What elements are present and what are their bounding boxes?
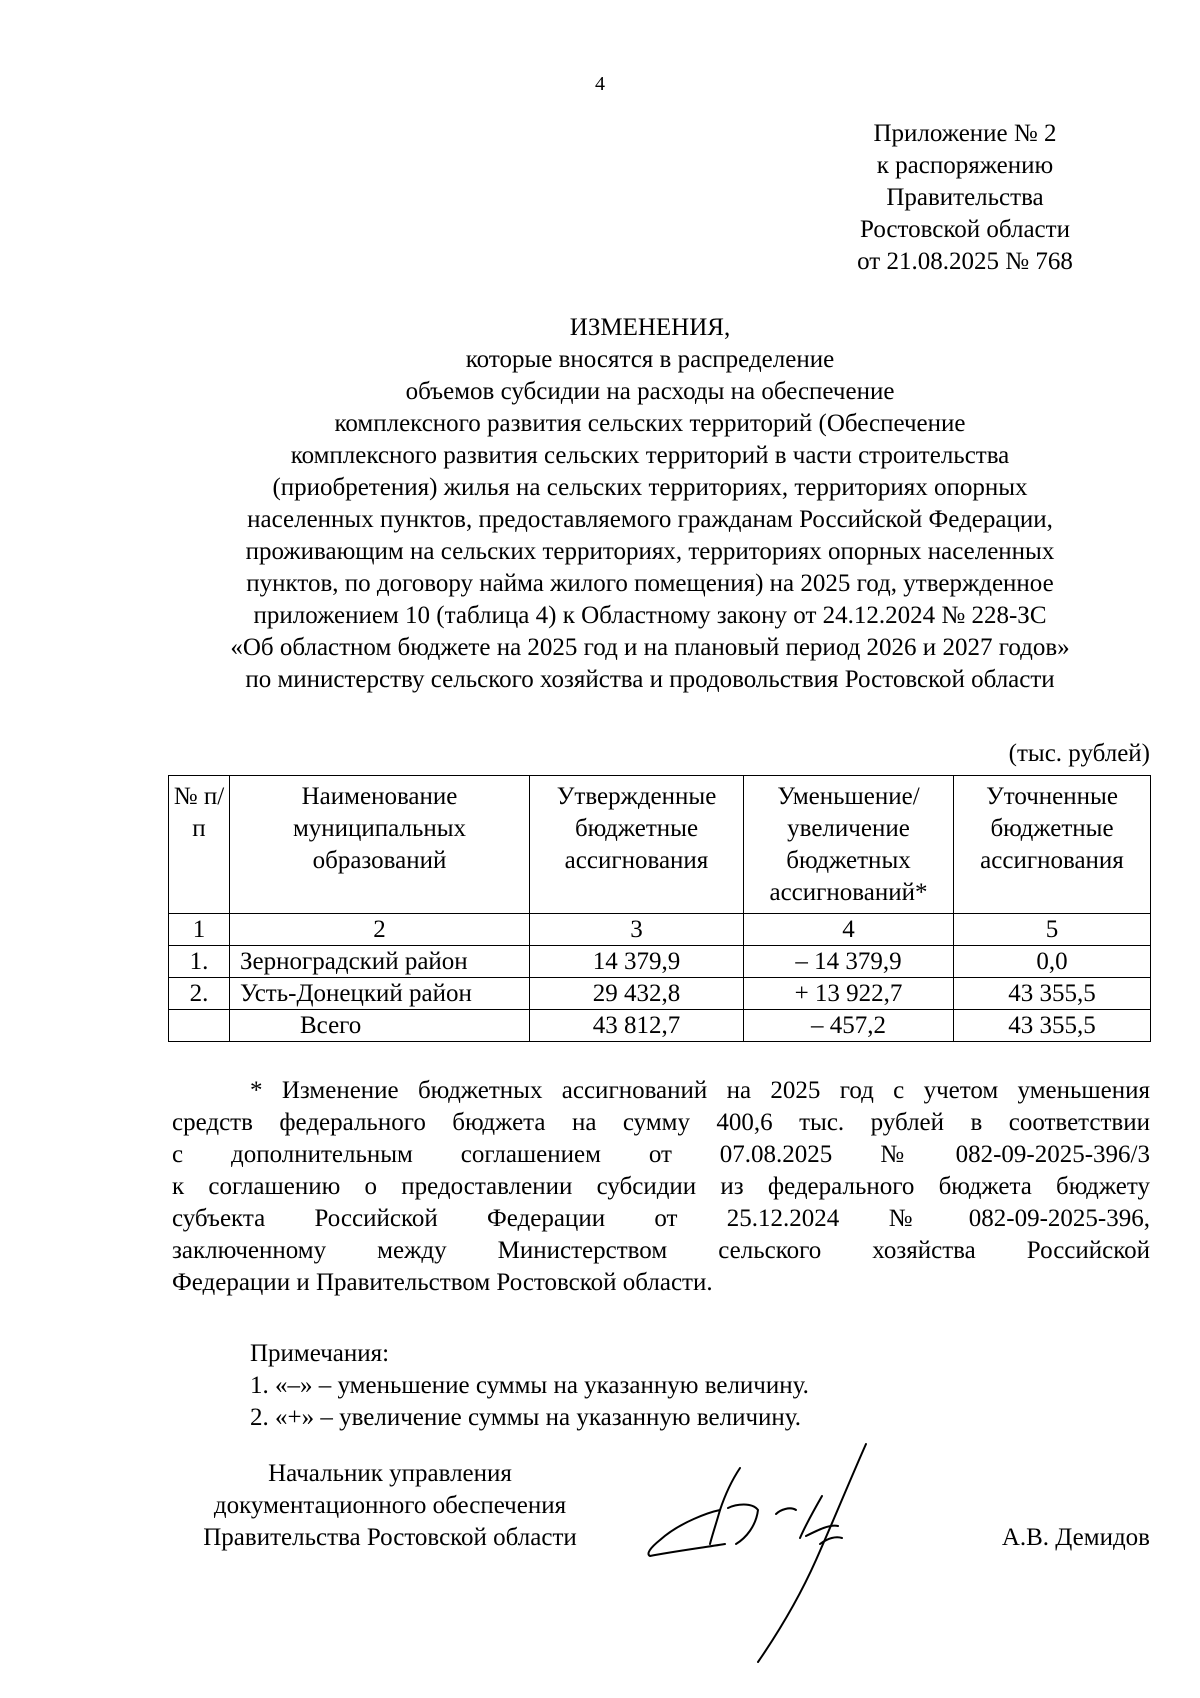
title-heading: ИЗМЕНЕНИЯ, (569, 314, 731, 341)
total-refined: 43 355,5 (954, 1010, 1151, 1042)
document-title (150, 312, 1150, 696)
handwritten-signature (640, 1440, 960, 1670)
title-line: объемов субсидии на расходы на обеспечение (405, 378, 895, 405)
footnote-line: субъекта Российской Федерации от 25.12.2024 № 082-09-2025-396, (172, 1205, 1150, 1232)
footnote-line: к соглашению о предоставлении субсидии из федерального бюджета бюджету (172, 1173, 1150, 1200)
notes-block (250, 1338, 1050, 1434)
title-line: которые вносятся в распределение (465, 346, 835, 373)
header-cell-refined: Уточненные бюджетные ассигнования (954, 776, 1151, 914)
signer-position-line: Начальник управления (268, 1460, 512, 1487)
column-number: 5 (954, 914, 1151, 946)
total-number (169, 1010, 230, 1042)
total-change: – 457,2 (744, 1010, 954, 1042)
header-cell-name: Наименование муниципальных образований (230, 776, 530, 914)
page-number: 4 (595, 73, 605, 95)
municipality-name: Усть-Донецкий район (230, 978, 530, 1010)
footnote-line: Федерации и Правительством Ростовской области. (172, 1269, 713, 1296)
appendix-line: Ростовской области (860, 216, 1070, 243)
title-line: приложением 10 (таблица 4) к Областному закону от 24.12.2024 № 228-ЗС (253, 602, 1047, 629)
header-cell-change: Уменьшение/ увеличение бюджетных ассигнований* (744, 776, 954, 914)
column-number-row (169, 914, 1151, 946)
signer-position-line: документационного обеспечения (213, 1492, 567, 1519)
title-line: населенных пунктов, предоставляемого гражданам Российской Федерации, (247, 506, 1053, 533)
title-line: (приобретения) жилья на сельских территориях, территориях опорных (272, 474, 1028, 501)
row-number: 1. (169, 946, 230, 978)
note-item: 2. «+» – увеличение суммы на указанную величину. (250, 1404, 802, 1431)
refined-amount: 43 355,5 (954, 978, 1151, 1010)
appendix-line: к распоряжению (876, 152, 1054, 179)
budget-table (168, 775, 1151, 1042)
change-amount: – 14 379,9 (744, 946, 954, 978)
title-line: проживающим на сельских территориях, территориях опорных населенных (245, 538, 1055, 565)
refined-amount: 0,0 (954, 946, 1151, 978)
column-number: 2 (230, 914, 530, 946)
row-number: 2. (169, 978, 230, 1010)
title-line: «Об областном бюджете на 2025 год и на плановый период 2026 и 2027 годов» (230, 634, 1070, 661)
footnote (172, 1075, 1150, 1299)
total-approved: 43 812,7 (530, 1010, 744, 1042)
title-line: комплексного развития сельских территорий (Обеспечение (334, 410, 966, 437)
signer-position (150, 1458, 630, 1554)
approved-amount: 29 432,8 (530, 978, 744, 1010)
column-number: 1 (169, 914, 230, 946)
column-number: 3 (530, 914, 744, 946)
units-label: (тыс. рублей) (1008, 740, 1150, 767)
title-line: пунктов, по договору найма жилого помещения) на 2025 год, утвержденное (246, 570, 1054, 597)
footnote-line: средств федерального бюджета на сумму 400,6 тыс. рублей в соответствии (172, 1109, 1150, 1136)
approved-amount: 14 379,9 (530, 946, 744, 978)
appendix-line: от 21.08.2025 № 768 (857, 248, 1073, 275)
note-item: 1. «–» – уменьшение суммы на указанную величину. (250, 1372, 809, 1399)
table-total-row (169, 1010, 1151, 1042)
signer-position-line: Правительства Ростовской области (203, 1524, 577, 1551)
total-label: Всего (230, 1010, 530, 1042)
appendix-header (830, 118, 1100, 278)
footnote-line: * Изменение бюджетных ассигнований на 2025 год с учетом уменьшения (250, 1077, 1150, 1104)
title-line: по министерству сельского хозяйства и продовольствия Ростовской области (245, 666, 1055, 693)
table-header-row (169, 776, 1151, 914)
header-cell-approved: Утвержденные бюджетные ассигнования (530, 776, 744, 914)
change-amount: + 13 922,7 (744, 978, 954, 1010)
footnote-line: заключенному между Министерством сельского хозяйства Российской (172, 1237, 1150, 1264)
signer-name: А.В. Демидов (1001, 1524, 1150, 1551)
notes-heading: Примечания: (250, 1340, 390, 1367)
appendix-line: Приложение № 2 (873, 120, 1057, 147)
title-line: комплексного развития сельских территорий в части строительства (290, 442, 1010, 469)
appendix-line: Правительства (886, 184, 1044, 211)
table-row (169, 946, 1151, 978)
column-number: 4 (744, 914, 954, 946)
table-row (169, 978, 1151, 1010)
municipality-name: Зерноградский район (230, 946, 530, 978)
header-cell-number: № п/п (169, 776, 230, 914)
footnote-line: с дополнительным соглашением от 07.08.2025 № 082-09-2025-396/3 (172, 1141, 1150, 1168)
